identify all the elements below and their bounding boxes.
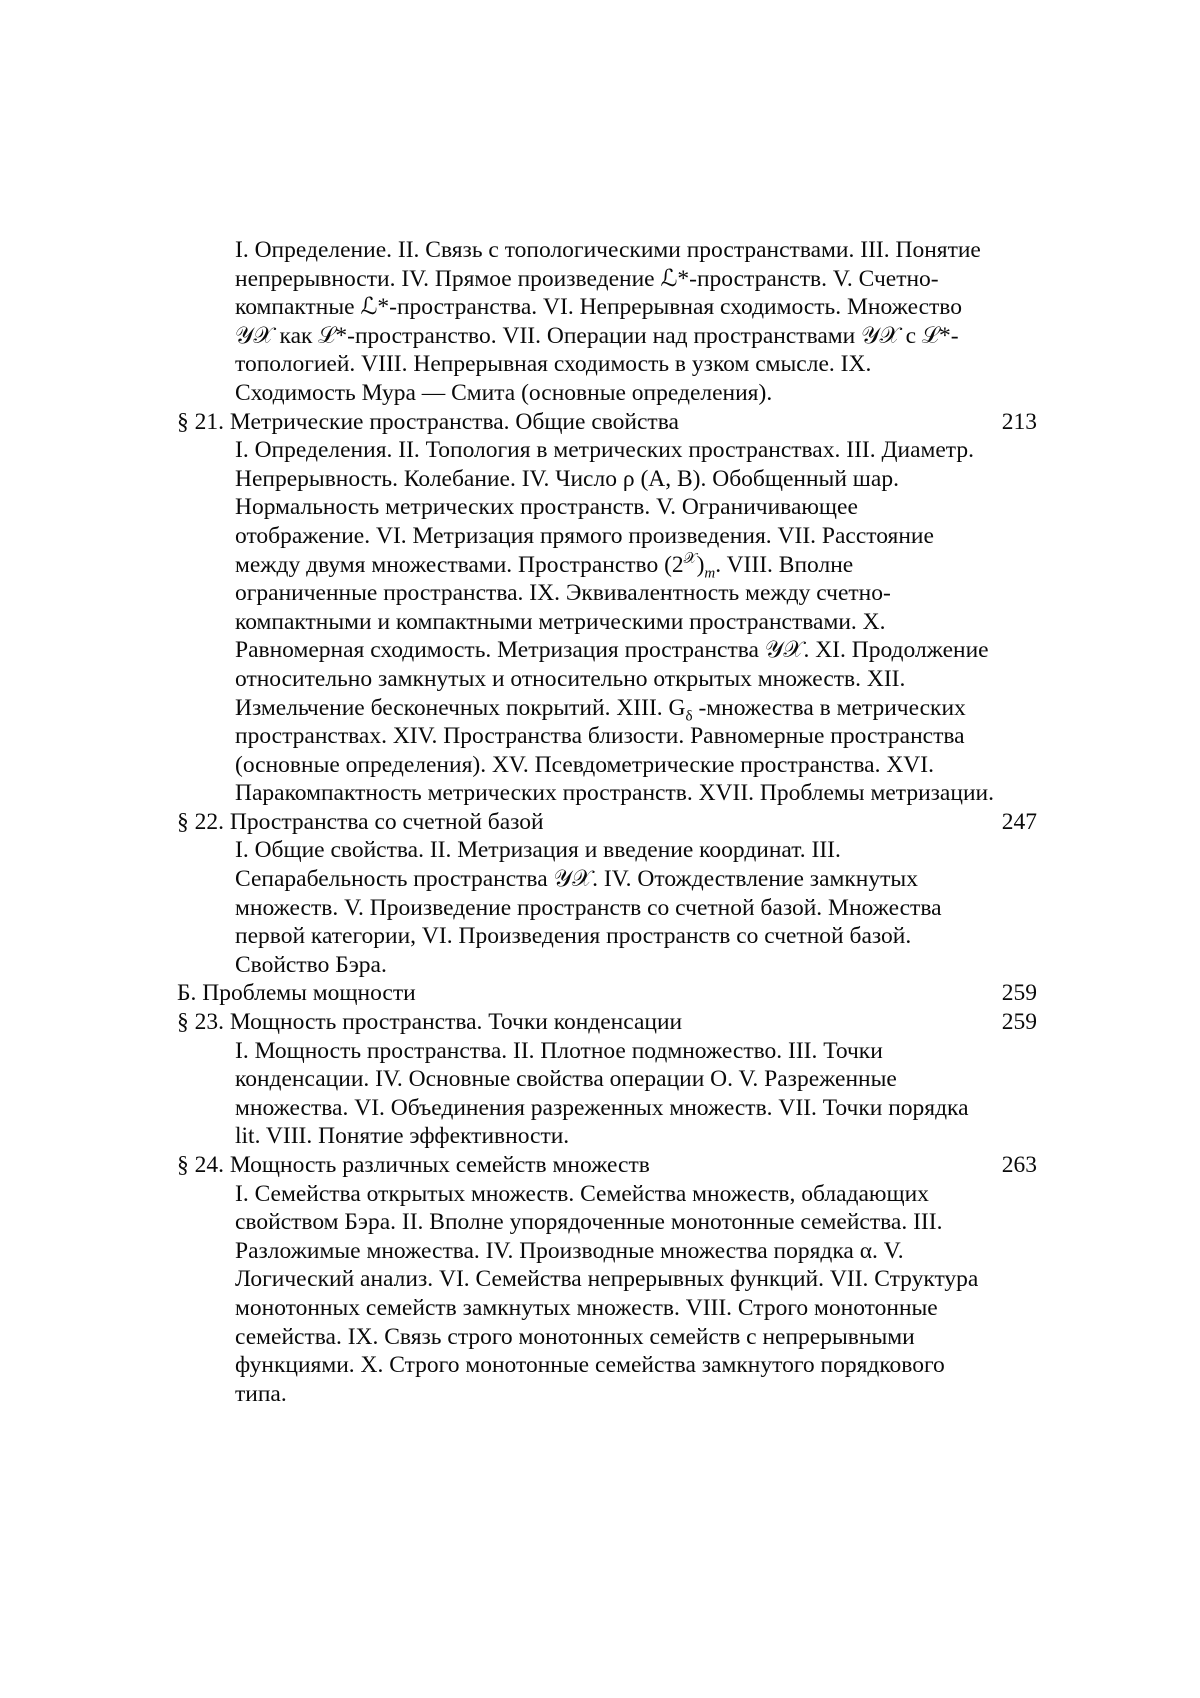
page-number: 259 [1001, 1009, 1037, 1036]
page-number: 247 [1001, 808, 1037, 835]
summary-text: ) [696, 551, 705, 578]
part-title: Б. Проблемы мощности [177, 980, 416, 1007]
subscript: m [704, 565, 716, 582]
page-number: 259 [1001, 980, 1037, 1007]
summary-text: -множества в метрических пространствах. XIV. Пространства близости. Равномерные пространства (основные определения). XV. Псевдометрические пространства. XVI. Паракомпактность метрических пространств. XVII. Проблемы метризации. [235, 694, 994, 807]
section-title: § 23. Мощность пространства. Точки конденсации [177, 1009, 683, 1036]
toc-entry-header [177, 408, 1037, 437]
page-number: 263 [1001, 1152, 1037, 1178]
toc-entry-header [177, 1151, 1037, 1180]
summary-text: I. Определения. II. Топология в метрических пространствах. III. Диаметр. Непрерывность. Колебание. IV. Число ρ (A, B). Обобщенный шар. Нормальность метрических пространств. V. Ограничивающее отображение. VI. Метризация прямого произведения. VII. Расстояние между двумя множествами. Пространство (2 [235, 437, 974, 578]
section-title: § 21. Метрические пространства. Общие свойства [177, 408, 679, 435]
continued-section-summary: I. Определение. II. Связь с топологическими пространствами. III. Понятие непрерывности. IV. Прямое произведение ℒ*-пространств. V. Счетно-компактные ℒ*-пространства. VI. Непрерывная сходимость. Множество 𝒴𝒳 как ℒ*-пространство. VII. Операции над пространствами 𝒴𝒳 с ℒ*-топологией. VIII. Непрерывная сходимость в узком смысле. IX. Сходимость Мура — Смита (основные определения). [235, 237, 981, 406]
table-of-contents [177, 236, 1037, 1408]
summary-text: . VIII. Вполне ограниченные пространства. IX. Эквивалентность между счетно-компактными и компактными метрическими пространствами. X. Равномерная сходимость. Метризация пространства 𝒴𝒳. XI. Продолжение относительно замкнутых и относительно открытых множеств. XII. Измельчение бесконечных покрытий. XIII. G [235, 551, 989, 721]
section-summary [235, 436, 997, 808]
toc-entry-section-24 [177, 1151, 1037, 1408]
toc-entry-header [177, 808, 1037, 837]
toc-entry-section-23 [177, 1008, 1037, 1151]
section-title: § 24. Мощность различных семейств множеств [177, 1152, 650, 1178]
toc-entry-header [177, 1008, 1037, 1037]
toc-entry-section-21 [177, 408, 1037, 808]
section-summary: I. Семейства открытых множеств. Семейства множеств, обладающих свойством Бэра. II. Вполне упорядоченные монотонные семейства. III. Разложимые множества. IV. Производные множества порядка α. V. Логический анализ. VI. Семейства непрерывных функций. VII. Структура монотонных семейств замкнутых множеств. VIII. Строго монотонные семейства. IX. Связь строго монотонных семейств с непрерывными функциями. X. Строго монотонные семейства замкнутого порядкового типа. [235, 1180, 979, 1407]
section-title: § 22. Пространства со счетной базой [177, 808, 544, 835]
superscript: 𝒳 [683, 550, 697, 567]
section-summary: I. Общие свойства. II. Метризация и введение координат. III. Сепарабельность пространства 𝒴𝒳. IV. Отождествление замкнутых множеств. V. Произведение пространств со счетной базой. Множества первой категории, VI. Произведения пространств со счетной базой. Свойство Бэра. [235, 837, 942, 978]
page-number: 213 [1001, 408, 1037, 435]
section-summary: I. Мощность пространства. II. Плотное подмножество. III. Точки конденсации. IV. Основные свойства операции O. V. Разреженные множества. VI. Объединения разреженных множеств. VII. Точки порядка lit. VIII. Понятие эффективности. [235, 1037, 969, 1150]
subscript: δ [685, 708, 693, 725]
toc-part-b [177, 979, 1037, 1008]
toc-entry-section-22 [177, 808, 1037, 980]
